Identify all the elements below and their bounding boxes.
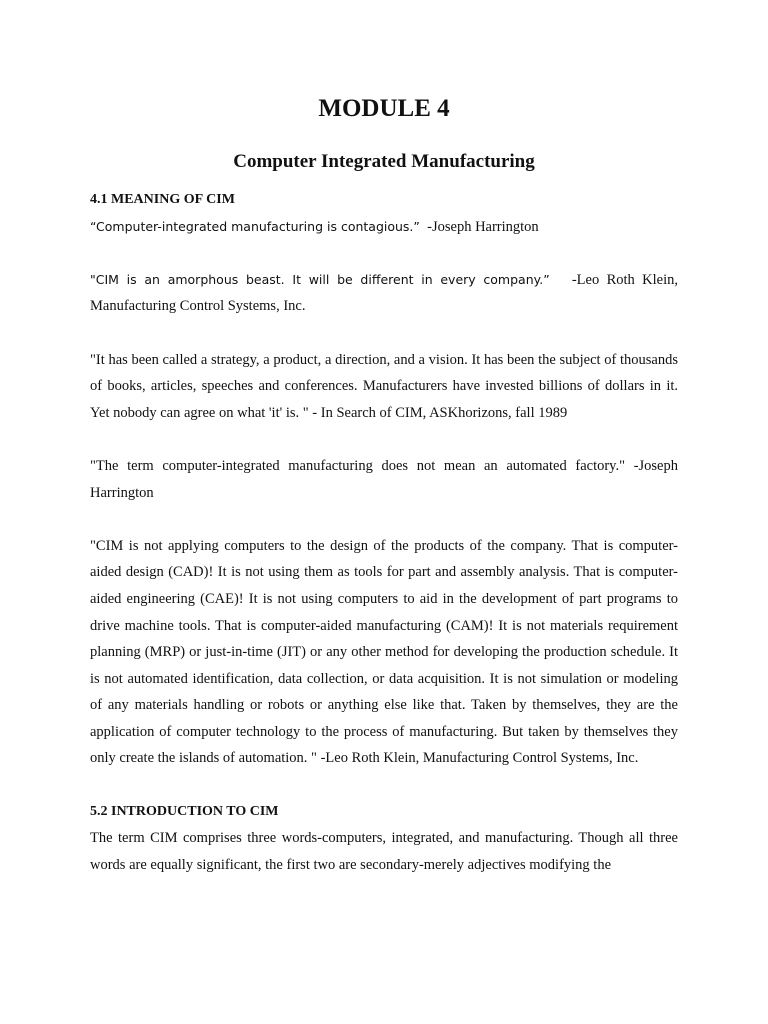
quote-text: “Computer-integrated manufacturing is contagious.”	[90, 218, 420, 234]
document-body	[90, 187, 678, 878]
quote-attribution: -Joseph Harrington	[427, 218, 539, 235]
section-heading-introduction-to-cim: 5.2 INTRODUCTION TO CIM	[90, 803, 279, 819]
quote-attribution: -Leo Roth Klein, Manufacturing Control Systems, Inc.	[90, 271, 678, 315]
document-title: Computer Integrated Manufacturing	[233, 151, 535, 172]
quote-text: "CIM is an amorphous beast. It will be different in every company.”	[90, 271, 550, 287]
quote-roth-klein-islands: "CIM is not applying computers to the design of the products of the company. That is computer-aided design (CAD)! It is not using them as tools for part and assembly analysis. That is computer-aided engineering (CAE)! It is not using computers to aid in the development of part programs to drive machine tools. That is computer-aided manufacturing (CAM)! It is not materials requirement planning (MRP) or just-in-time (JIT) or any other method for developing the production schedule. It is not automated identification, data collection, or data acquisition. It is not simulation or modeling of any materials handling or robots or anything else like that. Taken by themselves, they are the application of computer technology to the process of manufacturing. But taken by themselves they only create the islands of automation. " -Leo Roth Klein, Manufacturing Control Systems, Inc.	[90, 537, 678, 767]
intro-paragraph: The term CIM comprises three words-computers, integrated, and manufacturing. Though all three words are equally significant, the first two are secondary-merely adjectives modifying the	[90, 830, 678, 873]
section-heading-meaning-of-cim: 4.1 MEANING OF CIM	[90, 192, 235, 207]
quote-harrington-automated-factory: "The term computer-integrated manufacturing does not mean an automated factory." -Joseph Harrington	[90, 457, 678, 501]
quote-roth-klein-amorphous	[90, 267, 678, 320]
quote-askhorizons: "It has been called a strategy, a product, a direction, and a vision. It has been the subject of thousands of books, articles, speeches and conferences. Manufacturers have invested billions of dollars in it. Yet nobody can agree on what 'it' is. " - In Search of CIM, ASKhorizons, fall 1989	[90, 351, 678, 421]
module-title: MODULE 4	[318, 95, 450, 122]
quote-harrington-contagious	[90, 214, 678, 241]
